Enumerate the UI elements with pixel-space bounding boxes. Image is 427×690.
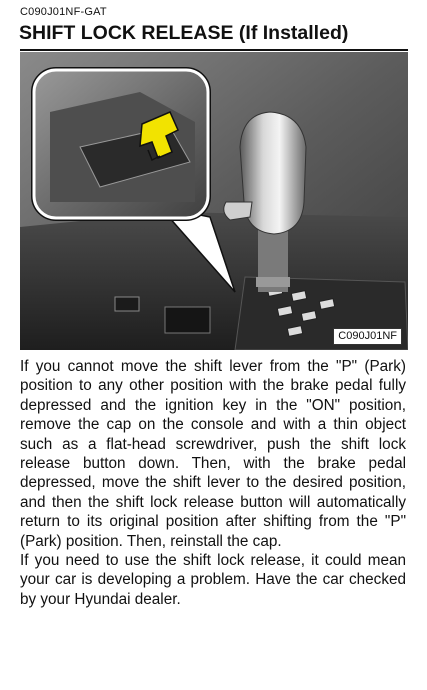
- document-code: C090J01NF-GAT: [20, 6, 107, 18]
- body-text: [20, 357, 406, 609]
- title-underline: [20, 49, 408, 51]
- shift-lever-illustration: [20, 52, 408, 350]
- paragraph-warning: If you need to use the shift lock release, it could mean your car is developing a problem. Have the car checked by your Hyundai dealer.: [20, 552, 406, 608]
- figure-label: C090J01NF: [333, 328, 402, 345]
- shift-lock-figure: [20, 52, 408, 350]
- paragraph-instructions: If you cannot move the shift lever from the "P" (Park) position to any other position with the brake pedal fully depressed and the ignition key in the "ON" position, remove the cap on the console and with a thin object such as a flat-head screwdriver, push the shift lock release button down. Then, with the brake pedal depressed, move the shift lever to the desired position, and then the shift lock release button will automatically return to its original position after shifting from the "P" (Park) position. Then, reinstall the cap.: [20, 358, 406, 550]
- section-title: SHIFT LOCK RELEASE (If Installed): [19, 22, 349, 44]
